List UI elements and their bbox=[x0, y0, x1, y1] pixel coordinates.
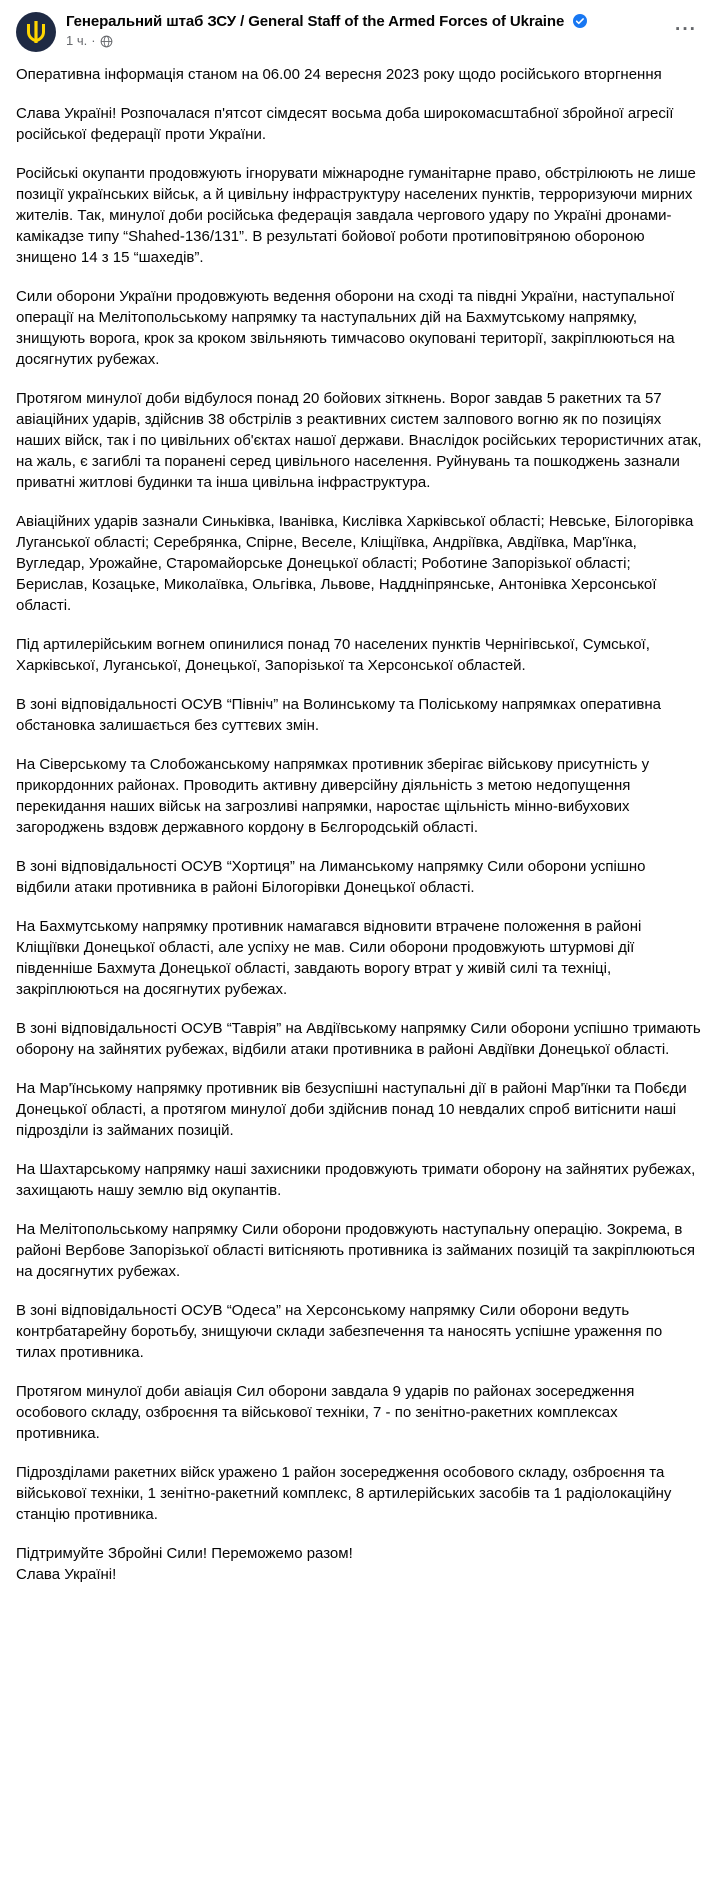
post-paragraph: Підтримуйте Збройні Сили! Переможемо разом! bbox=[16, 1545, 353, 1562]
page-name[interactable]: Генеральний штаб ЗСУ / General Staff of the Armed Forces of Ukraine bbox=[66, 13, 565, 30]
post-paragraph: Російські окупанти продовжують ігнорувати міжнародне гуманітарне право, обстрілюють не лише позиції українських військ, а й цивільну інфраструктуру населених пунктів, терроризуючи мирних жителів. Так, минулої доби російська федерація завдала чергового удару по Україні дронами-камікадзе типу “Shahed-136/131”. В результаті бойової роботи протиповітряною обороною знищено 14 з 15 “шахедів”. bbox=[16, 165, 696, 266]
post-paragraph: Під артилерійським вогнем опинилися понад 70 населених пунктів Чернігівської, Сумської, Харківської, Луганської, Донецької, Запорізької та Херсонської областей. bbox=[16, 636, 650, 674]
post-paragraph: На Сіверському та Слобожанському напрямках противник зберігає військову присутність у прикордонних районах. Проводить активну диверсійну діяльність з метою недопущення перекидання наших військ на загрозливі напрямки, наростає щільність мінно-вибухових загороджень вздовж державного кордону в Бєлгородській області. bbox=[16, 756, 650, 836]
post-paragraph: Авіаційних ударів зазнали Синьківка, Іванівка, Кислівка Харківської області; Невське, Білогорівка Луганської області; Серебрянка, Спірне, Веселе, Кліщіївка, Андріївка, Авдіївка, Мар'їнка, Вугледар, Урожайне, Старомайорське Донецької області; Роботине Запорізької області; Берислав, Козацьке, Миколаївка, Ольгівка, Львове, Наддніпрянське, Антонівка Херсонської області. bbox=[16, 513, 694, 614]
post-paragraph: Слава Україні! Розпочалася п'ятсот сімдесят восьма доба широкомасштабної збройної агресії російської федерації проти України. bbox=[16, 105, 674, 143]
post-paragraph: В зоні відповідальності ОСУВ “Хортиця” на Лиманському напрямку Сили оборони успішно відбили атаки противника в районі Білогорівки Донецької області. bbox=[16, 858, 646, 896]
post-paragraph: Слава Україні! bbox=[16, 1566, 117, 1583]
post-paragraph: На Мелітопольському напрямку Сили оборони продовжують наступальну операцію. Зокрема, в районі Вербове Запорізької області витісняють противника із займаних позицій та закріплюються на досягнутих рубежах. bbox=[16, 1221, 695, 1280]
post-options-button[interactable]: ··· bbox=[675, 19, 697, 40]
post-paragraph: Сили оборони України продовжують ведення оборони на сході та півдні України, наступальної операції на Мелітопольському напрямку та наступальних дій на Бахмутському напрямку, знищують ворога, крок за кроком звільняють тимчасово окуповані території, закріплюються на досягнутих рубежах. bbox=[16, 288, 675, 368]
post-paragraph: Підрозділами ракетних війск уражено 1 район зосередження особового складу, озброєння та військової техніки, 1 зенітно-ракетний комплекс, 8 артилерійських засобів та 1 радіолокаційну станцію противника. bbox=[16, 1464, 672, 1523]
post-header bbox=[16, 12, 702, 52]
post-paragraph: В зоні відповідальності ОСУВ “Північ” на Волинському та Поліському напрямках оперативна обстановка залишається без суттєвих змін. bbox=[16, 696, 662, 734]
post-paragraph: Оперативна інформація станом на 06.00 24 вересня 2023 року щодо російського вторгнення bbox=[16, 66, 662, 83]
post-meta bbox=[66, 33, 666, 49]
globe-icon bbox=[100, 35, 113, 48]
post-paragraph: На Шахтарському напрямку наші захисники продовжують тримати оборону на зайнятих рубежах, захищають нашу землю від окупантів. bbox=[16, 1161, 696, 1199]
header-text bbox=[66, 12, 702, 49]
post-timestamp[interactable]: 1 ч. bbox=[66, 33, 88, 48]
post-paragraph: В зоні відповідальності ОСУВ “Таврія” на Авдіївському напрямку Сили оборони успішно тримають оборону на зайнятих рубежах, відбили атаки противника в районі Авдіївки Донецької області. bbox=[16, 1020, 701, 1058]
post-paragraph: На Бахмутському напрямку противник намагався відновити втрачене положення в районі Кліщіївки Донецької області, але успіху не мав. Сили оборони продовжують штурмові дії південніше Бахмута Донецької області, завдають ворогу втрат у живій силі та техніці, закріплюються на досягнутих рубежах. bbox=[16, 918, 642, 998]
trident-emblem-icon bbox=[25, 19, 47, 45]
post-paragraph: В зоні відповідальності ОСУВ “Одеса” на Херсонському напрямку Сили оборони ведуть контрбатарейну боротьбу, знищуючи склади забезпечення та наносять успішне ураження по тилах противника. bbox=[16, 1302, 663, 1361]
page-name-row bbox=[66, 12, 666, 31]
meta-separator: · bbox=[91, 33, 96, 48]
post-body bbox=[16, 62, 702, 1585]
verified-badge-icon bbox=[573, 14, 587, 28]
post-paragraph: Протягом минулої доби авіація Сил оборони завдала 9 ударів по районах зосередження особового складу, озброєння та військової техніки, 7 - по зенітно-ракетних комплексах противника. bbox=[16, 1383, 635, 1442]
avatar[interactable] bbox=[16, 12, 56, 52]
post-paragraph: На Мар'їнському напрямку противник вів безуспішні наступальні дії в районі Мар'їнки та Побєди Донецької області, а протягом минулої доби здійснив понад 10 невдалих спроб витіснити наші підрозділи із займаних позицій. bbox=[16, 1080, 687, 1139]
post-paragraph: Протягом минулої доби відбулося понад 20 бойових зіткнень. Ворог завдав 5 ракетних та 57 авіаційних ударів, здійснив 38 обстрілів з реактивних систем залпового вогню як по позиціях наших війск, так і по цивільних об'єктах нашої держави. Внаслідок російських терористичних атак, на жаль, є загиблі та поранені серед цивільного населення. Руйнувань та пошкоджень зазнали приватні житлові будинки та інша цивільна інфраструктура. bbox=[16, 390, 702, 491]
